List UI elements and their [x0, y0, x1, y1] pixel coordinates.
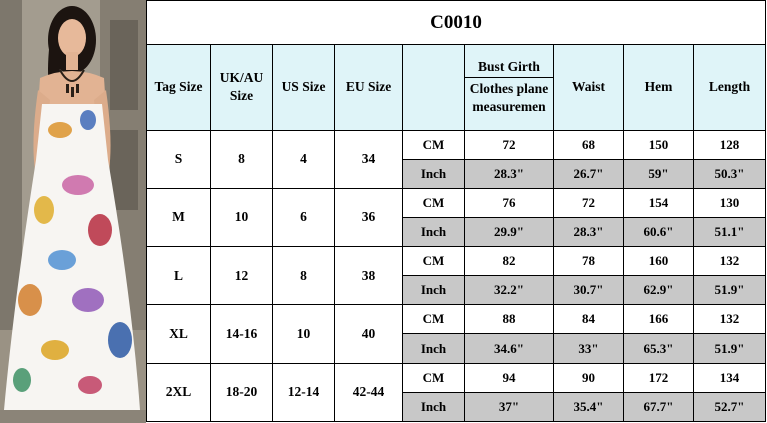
cm-unit-cell: CM [403, 247, 465, 276]
inch-unit-cell: Inch [403, 334, 465, 363]
cm-length-cell: 132 [694, 247, 766, 276]
inch-bust-cell: 32.2" [465, 276, 554, 305]
inch-hem-cell: 59" [624, 159, 694, 188]
inch-unit-cell: Inch [403, 159, 465, 188]
cm-length-cell: 134 [694, 363, 766, 392]
uk-au-size-cell: 14-16 [211, 305, 273, 363]
inch-waist-cell: 35.4" [554, 392, 624, 421]
tag-size-cell: M [147, 188, 211, 246]
product-photo [0, 0, 146, 423]
inch-length-cell: 51.9" [694, 276, 766, 305]
cm-waist-cell: 84 [554, 305, 624, 334]
cm-waist-cell: 90 [554, 363, 624, 392]
us-size-cell: 6 [273, 188, 335, 246]
cm-bust-cell: 94 [465, 363, 554, 392]
cm-bust-cell: 72 [465, 130, 554, 159]
inch-bust-cell: 29.9" [465, 217, 554, 246]
size-rows [147, 130, 766, 421]
model-dress-illustration [0, 0, 146, 423]
us-size-cell: 10 [273, 305, 335, 363]
cm-unit-cell: CM [403, 130, 465, 159]
cm-length-cell: 130 [694, 188, 766, 217]
inch-hem-cell: 65.3" [624, 334, 694, 363]
tag-size-cell: S [147, 130, 211, 188]
cm-hem-cell: 166 [624, 305, 694, 334]
eu-size-cell: 42-44 [335, 363, 403, 421]
inch-hem-cell: 67.7" [624, 392, 694, 421]
cm-hem-cell: 160 [624, 247, 694, 276]
table-row [147, 130, 766, 159]
cm-unit-cell: CM [403, 188, 465, 217]
cm-length-cell: 128 [694, 130, 766, 159]
table-row [147, 188, 766, 217]
cm-bust-cell: 88 [465, 305, 554, 334]
tag-size-cell: XL [147, 305, 211, 363]
eu-size-cell: 34 [335, 130, 403, 188]
header-bust-girth [465, 45, 554, 130]
tag-size-cell: L [147, 247, 211, 305]
us-size-cell: 8 [273, 247, 335, 305]
inch-length-cell: 50.3" [694, 159, 766, 188]
header-tag-size: Tag Size [147, 45, 211, 130]
header-bust-girth-label: Bust Girth [465, 57, 553, 78]
header-uk-au-size: UK/AU Size [211, 45, 273, 130]
cm-unit-cell: CM [403, 305, 465, 334]
inch-length-cell: 51.9" [694, 334, 766, 363]
cm-bust-cell: 76 [465, 188, 554, 217]
header-hem: Hem [624, 45, 694, 130]
header-clothes-plane: Clothes plane measuremen [469, 80, 549, 114]
header-eu-size: EU Size [335, 45, 403, 130]
cm-waist-cell: 72 [554, 188, 624, 217]
inch-waist-cell: 33" [554, 334, 624, 363]
header-waist: Waist [554, 45, 624, 130]
uk-au-size-cell: 18-20 [211, 363, 273, 421]
cm-hem-cell: 154 [624, 188, 694, 217]
uk-au-size-cell: 8 [211, 130, 273, 188]
inch-hem-cell: 60.6" [624, 217, 694, 246]
us-size-cell: 12-14 [273, 363, 335, 421]
uk-au-size-cell: 10 [211, 188, 273, 246]
cm-bust-cell: 82 [465, 247, 554, 276]
header-us-size: US Size [273, 45, 335, 130]
eu-size-cell: 36 [335, 188, 403, 246]
inch-unit-cell: Inch [403, 217, 465, 246]
inch-hem-cell: 62.9" [624, 276, 694, 305]
inch-unit-cell: Inch [403, 276, 465, 305]
inch-length-cell: 52.7" [694, 392, 766, 421]
table-row [147, 305, 766, 334]
cm-waist-cell: 68 [554, 130, 624, 159]
cm-unit-cell: CM [403, 363, 465, 392]
inch-length-cell: 51.1" [694, 217, 766, 246]
inch-bust-cell: 28.3" [465, 159, 554, 188]
inch-bust-cell: 37" [465, 392, 554, 421]
inch-waist-cell: 26.7" [554, 159, 624, 188]
inch-waist-cell: 28.3" [554, 217, 624, 246]
eu-size-cell: 40 [335, 305, 403, 363]
eu-size-cell: 38 [335, 247, 403, 305]
uk-au-size-cell: 12 [211, 247, 273, 305]
cm-hem-cell: 150 [624, 130, 694, 159]
table-row [147, 363, 766, 392]
inch-waist-cell: 30.7" [554, 276, 624, 305]
size-chart [146, 0, 767, 423]
size-chart-table [146, 0, 766, 422]
cm-hem-cell: 172 [624, 363, 694, 392]
table-row [147, 247, 766, 276]
us-size-cell: 4 [273, 130, 335, 188]
cm-waist-cell: 78 [554, 247, 624, 276]
header-unit [403, 45, 465, 130]
cm-length-cell: 132 [694, 305, 766, 334]
inch-unit-cell: Inch [403, 392, 465, 421]
tag-size-cell: 2XL [147, 363, 211, 421]
inch-bust-cell: 34.6" [465, 334, 554, 363]
chart-title: C0010 [147, 1, 766, 45]
header-length: Length [694, 45, 766, 130]
